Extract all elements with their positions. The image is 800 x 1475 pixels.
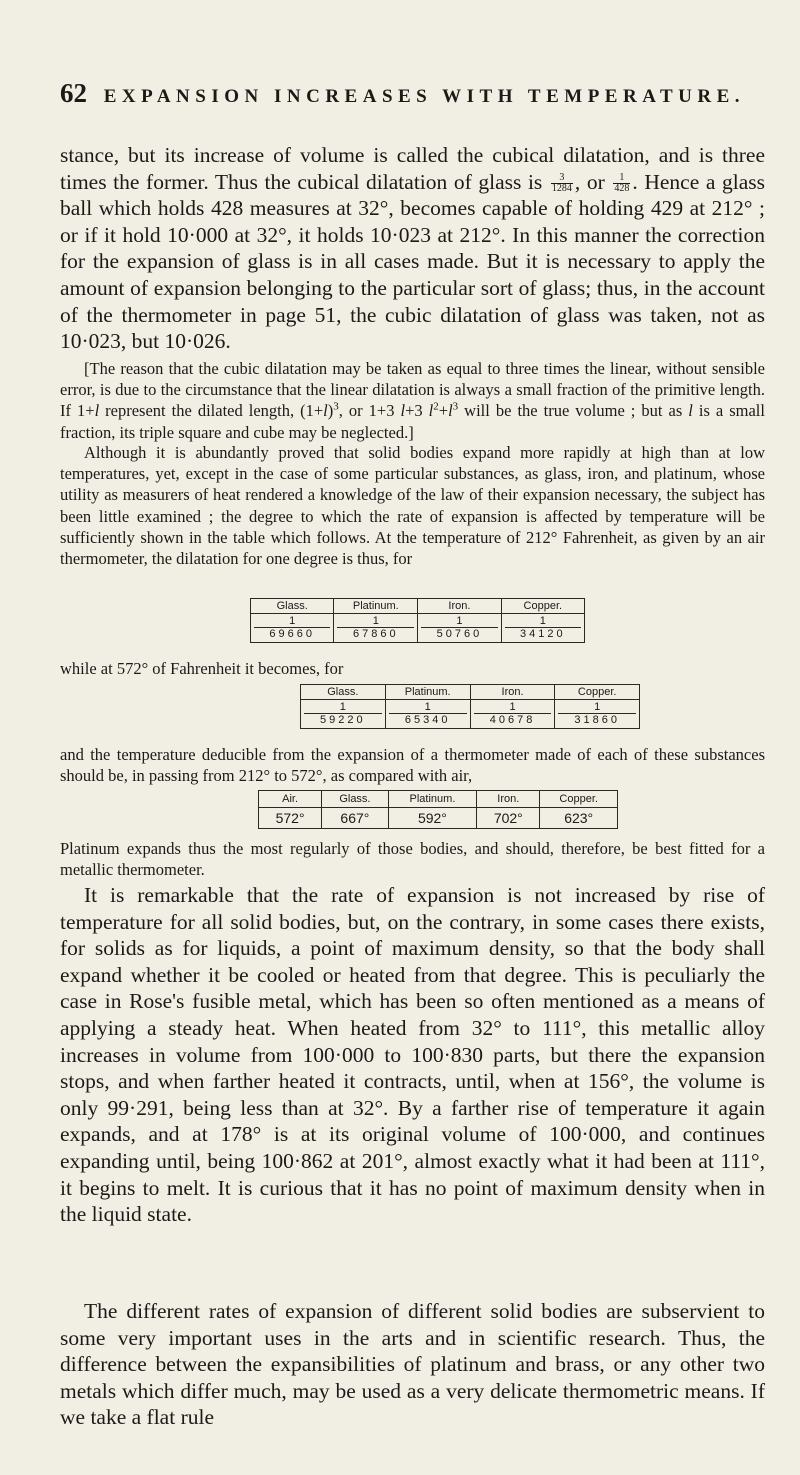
- table2-cell-glass: 1 59220: [301, 700, 386, 729]
- table2-header-glass: Glass.: [301, 685, 386, 700]
- running-header: [60, 78, 760, 109]
- table3-header-glass: Glass.: [322, 791, 389, 808]
- text-between-tables-1: while at 572° of Fahrenheit it becomes, for: [60, 659, 344, 678]
- table2-cell-copper: 1 31860: [555, 700, 640, 729]
- paragraph-expansion-rates: Although it is abundantly proved that solid bodies expand more rapidly at high than at low temperatures, yet, except in the case of some particular substances, as glass, iron, and platinum, whose utility as measurers of heat rendered a knowledge of the law of their expansion necessary, the subject has been little examined ; the degree to which the rate of expansion is affected by temperature will be sufficiently shown in the table which follows. At the temperature of 212° Fahrenheit, as given by an air thermometer, the dilatation for one degree is thus, for: [60, 443, 765, 569]
- table3-value-iron: 702°: [477, 808, 540, 829]
- table3-value-platinum: 592°: [388, 808, 477, 829]
- table1-cell-glass: 1 69660: [251, 614, 334, 643]
- table3-value-glass: 667°: [322, 808, 389, 829]
- paragraph-cubical-dilatation: stance, but its increase of volume is called the cubical dilatation, and is three times the former. Thus the cubical dilatation of glass is $\frac{3}{1284}$ , or $\frac{1}{428}$ . Hence a glass ball which holds 428 measures at 32°, becomes capable of holding 429 at 212° ; or if it hold 10·000 at 32°, it holds 10·023 at 212°. In this manner the correction for the expansion of glass is in all cases made. But it is necessary to apply the amount of expansion belonging to the particular sort of glass; thus, in the account of the thermometer in page 51, the cubic dilatation of glass was taken, not as 10·023, but 10·026.: [60, 143, 766, 354]
- table1-header-copper: Copper.: [501, 599, 584, 614]
- table3-header-iron: Iron.: [477, 791, 540, 808]
- fraction-three-over-1284: $\frac{3}{1284}$: [551, 172, 572, 195]
- table2-header-platinum: Platinum.: [385, 685, 470, 700]
- dilatation-table-212: [250, 598, 585, 643]
- fraction-one-over-428: $\frac{1}{428}$: [614, 172, 630, 195]
- table1-cell-copper: 1 34120: [501, 614, 584, 643]
- table1-header-glass: Glass.: [251, 599, 334, 614]
- text-between-tables-2: and the temperature deducible from the expansion of a thermometer made of each of these substances should be, in passing from 212° to 572°, as compared with air,: [60, 745, 765, 785]
- running-title: EXPANSION INCREASES WITH TEMPERATURE.: [103, 86, 746, 107]
- table3-header-platinum: Platinum.: [388, 791, 477, 808]
- table1-header-platinum: Platinum.: [334, 599, 418, 614]
- dilatation-table-572: [300, 684, 640, 729]
- table3-header-copper: Copper.: [540, 791, 618, 808]
- table3-value-air: 572°: [259, 808, 322, 829]
- table1-cell-platinum: 1 67860: [334, 614, 418, 643]
- table2-cell-platinum: 1 65340: [385, 700, 470, 729]
- paragraph-thermometric-uses: The different rates of expansion of different solid bodies are subservient to some very important uses in the arts and in scientific research. Thus, the difference between the expansibilities of platinum and brass, or any other two metals which differ much, may be used as a very delicate thermometric means. If we take a flat rule: [60, 1299, 765, 1430]
- table2-header-iron: Iron.: [470, 685, 555, 700]
- table1-header-iron: Iron.: [418, 599, 501, 614]
- bracketed-note: [The reason that the cubic dilatation may be taken as equal to three times the linear, without sensible error, is due to the circumstance that the linear dilatation is always a small fraction of the primitive length. If 1+l represent the dilated length, $(1+l)^3$, or 1+3 l+3 $l^2+l^3$ will be the true volume ; but as l is a small fraction, its triple square and cube may be neglected.]: [60, 359, 765, 442]
- table1-cell-iron: 1 50760: [418, 614, 501, 643]
- paragraph-platinum: Platinum expands thus the most regularly of those bodies, and should, therefore, be best fitted for a metallic thermometer.: [60, 839, 765, 880]
- paragraph-maximum-density: It is remarkable that the rate of expansion is not increased by rise of temperature for all solid bodies, but, on the contrary, in some cases there exists, for solids as for liquids, a point of maximum density, so that the body shall expand whether it be cooled or heated from that degree. This is peculiarly the case in Rose's fusible metal, which has been so often mentioned as a means of applying a steady heat. When heated from 32° to 111°, this metallic alloy increases in volume from 100·000 to 100·830 parts, but there the expansion stops, and when farther heated it contracts, until, when at 156°, the volume is only 99·291, being less than at 32°. By a farther rise of temperature it again expands, and at 178° is at its original volume of 100·000, and continues expanding until, being 100·862 at 201°, almost exactly what it had been at 111°, it begins to melt. It is curious that it has no point of maximum density when in the liquid state.: [60, 883, 765, 1227]
- table2-header-copper: Copper.: [555, 685, 640, 700]
- page-number: 62: [60, 78, 87, 108]
- temperature-comparison-table: [258, 790, 618, 829]
- table3-value-copper: 623°: [540, 808, 618, 829]
- table3-header-air: Air.: [259, 791, 322, 808]
- table2-cell-iron: 1 40678: [470, 700, 555, 729]
